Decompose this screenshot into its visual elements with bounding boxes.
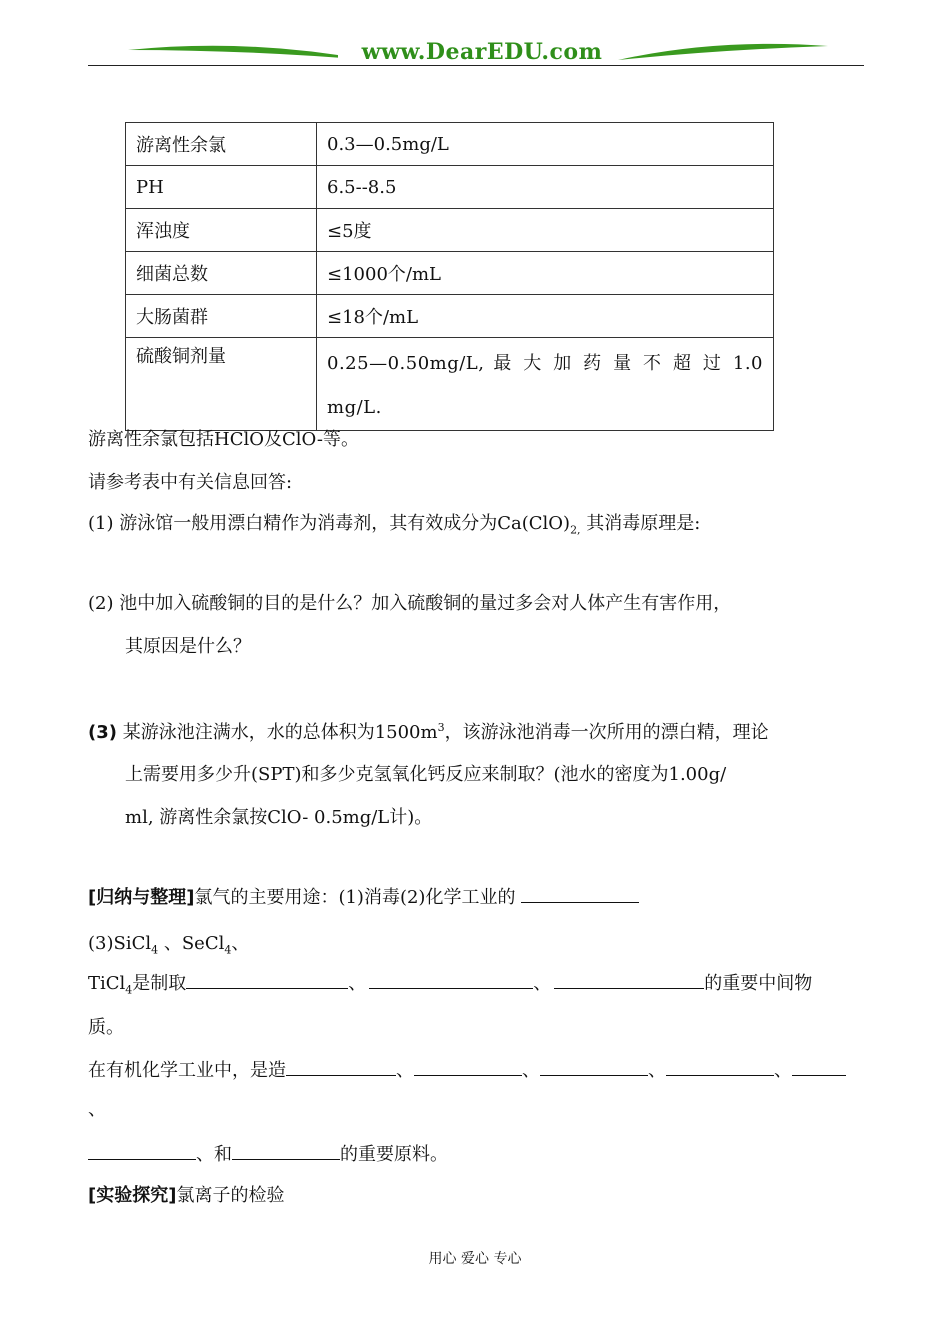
separator: 、 [348,973,367,994]
table-cell-value [317,338,774,431]
question-2-line2: 其原因是什么？ [125,636,251,657]
organic-line [88,1059,846,1083]
subscript: 4 [151,943,159,957]
table-cell-value: ≤18个/mL [317,295,774,338]
page-header [88,36,864,70]
separator: 、 [774,1060,792,1081]
left-swoosh-decoration [128,40,368,64]
question-2-line1: (2) 池中加入硫酸铜的目的是什么？加入硫酸铜的量过多会对人体产生有害作用， [88,593,732,614]
fill-blank [666,1059,774,1076]
table-row [126,166,774,209]
ticl4-text: TiCl [88,973,126,994]
superscript: 3 [437,721,445,734]
fill-blank [792,1059,846,1076]
raw-material-text: 的重要原料。 [340,1144,448,1165]
separator: 、 [648,1060,666,1081]
page-footer: 用心 爱心 专心 [428,1251,522,1267]
prompt-text: 请参考表中有关信息回答: [88,472,293,493]
fill-blank [88,1143,196,1160]
table-cell-name: PH [126,166,317,209]
question-1 [88,512,700,543]
lone-separator: 、 [88,1099,106,1120]
table-cell-value: ≤5度 [317,209,774,252]
fill-blank [414,1059,522,1076]
chlorides-line [88,932,249,963]
table-cell-value-line2: mg/L. [327,397,382,418]
table-row [126,295,774,338]
water-standard-table [125,122,774,431]
table-cell-name: 游离性余氯 [126,123,317,166]
experiment-tag: [实验探究] [88,1185,177,1206]
fill-blank [554,972,704,989]
question-3-line3: ml, 游离性余氯按ClO- 0.5mg/L计)。 [125,807,433,828]
table-cell-name: 浑浊度 [126,209,317,252]
subscript: 2, [570,523,581,537]
note-text: 游离性余氯包括HClO及ClO-等。 [88,429,360,450]
subscript: 4 [125,983,133,997]
ticl4-text-end: 的重要中间物 [704,973,813,994]
table-cell-name: 大肠菌群 [126,295,317,338]
table-cell-name: 硫酸铜剂量 [126,338,317,431]
chlorides-text: 、SeCl [158,933,225,954]
question-1-text-end: 其消毒原理是: [580,513,701,534]
and-text: 、和 [196,1144,232,1165]
experiment-text: 氯离子的检验 [176,1185,285,1206]
fill-blank [521,886,639,903]
summary-tag: [归纳与整理] [88,887,195,908]
ticl4-text: 是制取 [132,973,187,994]
fill-blank [369,972,533,989]
table-row [126,338,774,431]
separator: 、 [396,1060,414,1081]
raw-material-line [88,1143,448,1167]
experiment-line [88,1184,284,1208]
separator: 、 [522,1060,540,1081]
fill-blank [186,972,348,989]
subscript: 4 [224,943,232,957]
organic-text: 在有机化学工业中，是造 [88,1060,286,1081]
question-3-text: 某游泳池注满水，水的总体积为1500m [116,722,438,743]
table-cell-value: 0.3—0.5mg/L [317,123,774,166]
right-swoosh-decoration [618,40,828,64]
fill-blank [286,1059,396,1076]
summary-text: 氯气的主要用途：(1)消毒(2)化学工业的 [194,887,522,908]
question-1-text: (1) 游泳馆一般用漂白精作为消毒剂，其有效成分为Ca(ClO) [88,513,571,534]
fill-blank [540,1059,648,1076]
fill-blank [232,1143,340,1160]
table-cell-name: 细菌总数 [126,252,317,295]
ticl4-line [88,972,812,1003]
question-3-number: (3) [88,722,117,743]
header-rule [88,65,864,66]
site-logo: www.DearEDU.com [338,39,626,65]
table-cell-value-line1: 0.25—0.50mg/L, 最 大 加 药 量 不 超 过 1.0 [327,353,763,374]
table-row [126,209,774,252]
chlorides-text: 、 [231,933,250,954]
question-3-line2: 上需要用多少升(SPT)和多少克氢氧化钙反应来制取？(池水的密度为1.00g/ [125,764,727,785]
table-row [126,252,774,295]
table-cell-value: 6.5--8.5 [317,166,774,209]
question-3-text-end: ，该游泳池消毒一次所用的漂白精，理论 [444,722,769,743]
table-row [126,123,774,166]
zhi-line: 质。 [88,1017,124,1038]
separator: 、 [533,973,552,994]
chlorides-text: (3)SiCl [88,933,152,954]
summary-line [88,886,639,910]
table-cell-value: ≤1000个/mL [317,252,774,295]
question-3-line1 [88,716,769,745]
